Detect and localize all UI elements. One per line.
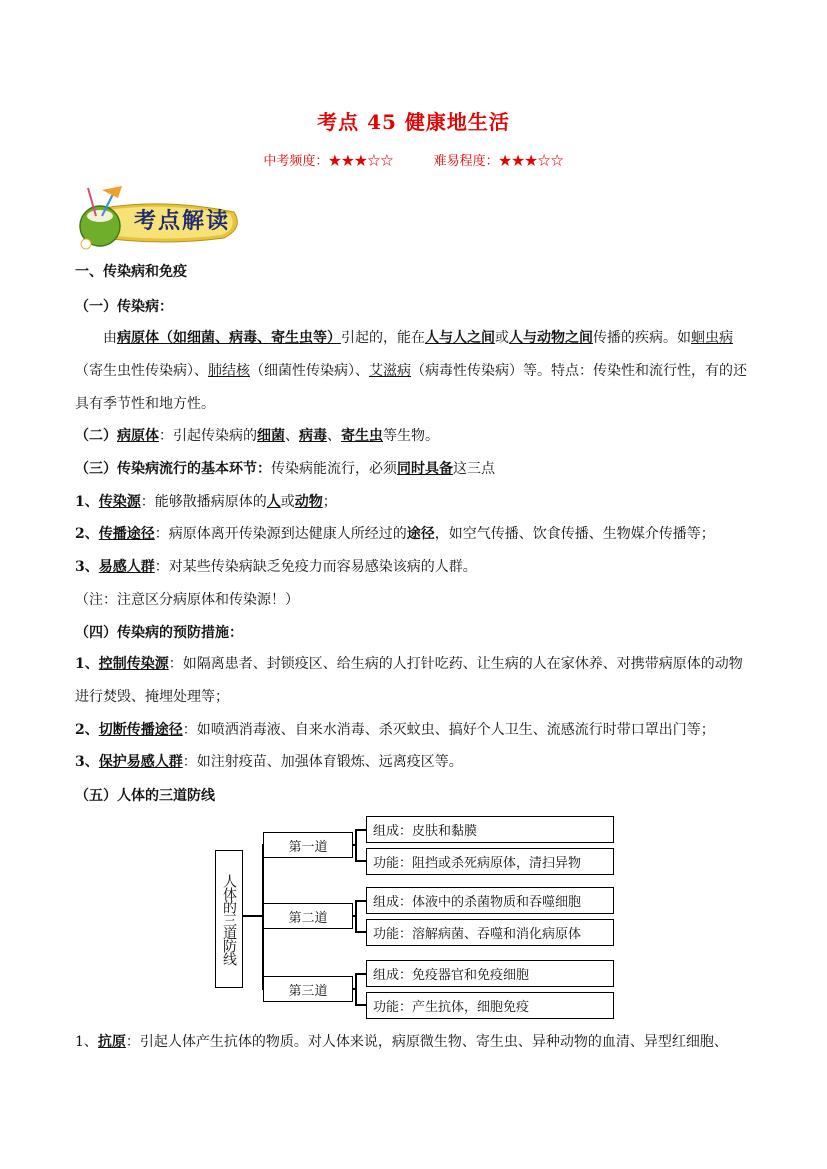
keyword: 动物 xyxy=(294,494,323,510)
section-heading: 一、传染病和免疫 xyxy=(75,264,187,280)
keyword: 传播途径 xyxy=(98,526,155,542)
text: 、 xyxy=(285,428,299,444)
composition-text: 组成：免疫器官和免疫细胞 xyxy=(373,968,530,983)
subsection-heading-5: （五）人体的三道防线 xyxy=(75,788,215,804)
composition-text: 组成：体液中的杀菌物质和吞噬细胞 xyxy=(373,895,582,910)
keyword: 易感人群 xyxy=(98,559,155,575)
number: 3、 xyxy=(75,559,99,575)
frequency-rating: 中考频度：★★★☆☆ xyxy=(263,154,394,169)
text: ：如注射疫苗、加强体育锻炼、远离疫区等。 xyxy=(182,754,463,770)
keyword: 细菌 xyxy=(257,428,285,444)
text: （病毒性传染病）等。特点：传染性和流行性，有的还具有季节性和地方性。 xyxy=(75,363,747,412)
epidemic-links-line xyxy=(75,459,755,479)
number: 2、 xyxy=(75,722,99,738)
keyword: 同时具备 xyxy=(397,461,453,477)
keyword: 寄生虫 xyxy=(341,428,383,444)
keyword: 病毒 xyxy=(299,428,327,444)
number: 1、 xyxy=(75,494,99,510)
page-title: 考点 45 健康地生活 xyxy=(317,110,510,134)
link-route xyxy=(75,524,755,544)
label: （三）传染病流行的基本环节： xyxy=(75,461,271,477)
number: 1、 xyxy=(75,1034,98,1050)
text: ：如隔离患者、封锁疫区、给生病的人打针吃药、让生病的人在家休养、对携带病原体的动物进行焚毁、掩埋处理等； xyxy=(75,656,743,705)
text: ：能够散播病原体的 xyxy=(140,494,267,510)
second-line-function xyxy=(366,919,614,946)
text: 引起的，能在 xyxy=(341,330,425,346)
text: ：如喷洒消毒液、自来水消毒、杀灭蚊虫、搞好个人卫生、流感流行时带口罩出门等； xyxy=(182,722,715,738)
keyword: 人与动物之间 xyxy=(509,330,593,346)
text: ：引起人体产生抗体的物质。对人体来说，病原微生物、寄生虫、异种动物的血清、异型红细胞、 xyxy=(125,1034,728,1050)
antigen-definition xyxy=(75,1032,755,1052)
second-line-label: 第二道 xyxy=(288,910,328,926)
keyword: 途径 xyxy=(406,526,435,542)
text: ，如空气传播、饮食传播、生物媒介传播等； xyxy=(434,526,715,542)
first-line-function xyxy=(366,848,614,875)
keyword: 肺结核 xyxy=(208,363,250,379)
subsection-heading-4: （四）传染病的预防措施： xyxy=(75,625,243,641)
third-line-box xyxy=(263,976,353,1002)
keyword: 控制传染源 xyxy=(98,656,169,672)
rating-line xyxy=(0,150,827,169)
text: 、 xyxy=(327,428,341,444)
function-text: 功能：阻挡或杀死病原体，清扫异物 xyxy=(373,856,582,871)
measure-1 xyxy=(75,648,755,714)
diagram-root-label: 人体的三道防线 xyxy=(221,873,237,965)
subsection-heading-1: （一）传染病： xyxy=(75,299,173,315)
keyword: 传染源 xyxy=(98,494,141,510)
keyword: 艾滋病 xyxy=(369,363,411,379)
third-line-function xyxy=(366,992,614,1019)
text: 或 xyxy=(495,330,509,346)
first-line-label: 第一道 xyxy=(288,839,328,855)
three-lines-defense-diagram xyxy=(215,812,615,1022)
first-line-composition xyxy=(366,816,614,843)
text: （细菌性传染病）、 xyxy=(250,363,369,379)
third-line-label: 第三道 xyxy=(288,983,328,999)
keyword: 病原体 xyxy=(117,428,159,444)
text: ：对某些传染病缺乏免疫力而容易感染该病的人群。 xyxy=(154,559,477,575)
text: 或 xyxy=(280,494,295,510)
first-line-box xyxy=(263,832,353,858)
keyword: 人 xyxy=(266,494,281,510)
number: 1、 xyxy=(75,656,99,672)
text: ：引起传染病的 xyxy=(159,428,257,444)
keyword: 蛔虫病 xyxy=(691,330,733,346)
measure-2 xyxy=(75,720,755,740)
text: ； xyxy=(322,494,337,510)
text: （寄生虫性传染病）、 xyxy=(75,363,208,379)
measure-3 xyxy=(75,752,755,772)
text: 传播的疾病。如 xyxy=(593,330,691,346)
pathogen-line xyxy=(75,426,755,446)
text: 由 xyxy=(103,330,117,346)
second-line-box xyxy=(263,903,353,929)
function-text: 功能：溶解病菌、吞噬和消化病原体 xyxy=(373,927,582,942)
link-source xyxy=(75,492,755,512)
section-badge xyxy=(74,186,244,252)
composition-text: 组成：皮肤和黏膜 xyxy=(373,824,478,839)
text: 这三点 xyxy=(453,461,495,477)
infectious-disease-paragraph xyxy=(75,322,755,421)
badge-label: 考点解读 xyxy=(134,208,231,234)
keyword: 抗原 xyxy=(97,1034,126,1050)
difficulty-rating: 难易程度：★★★☆☆ xyxy=(433,154,564,169)
text: 等生物。 xyxy=(383,428,439,444)
keyword: 切断传播途径 xyxy=(98,722,183,738)
diagram-root-box xyxy=(215,850,243,988)
third-line-composition xyxy=(366,960,614,987)
keyword: 病原体（如细菌、病毒、寄生虫等） xyxy=(117,330,341,346)
keyword: 人与人之间 xyxy=(425,330,495,346)
second-line-composition xyxy=(366,887,614,914)
label: （二） xyxy=(75,428,117,444)
text: 传染病能流行，必须 xyxy=(271,461,397,477)
number: 2、 xyxy=(75,526,99,542)
number: 3、 xyxy=(75,754,99,770)
function-text: 功能：产生抗体，细胞免疫 xyxy=(373,1000,530,1015)
text: ：病原体离开传染源到达健康人所经过的 xyxy=(154,526,407,542)
link-susceptible xyxy=(75,557,755,577)
note: （注：注意区分病原体和传染源！） xyxy=(75,592,299,608)
keyword: 保护易感人群 xyxy=(98,754,183,770)
